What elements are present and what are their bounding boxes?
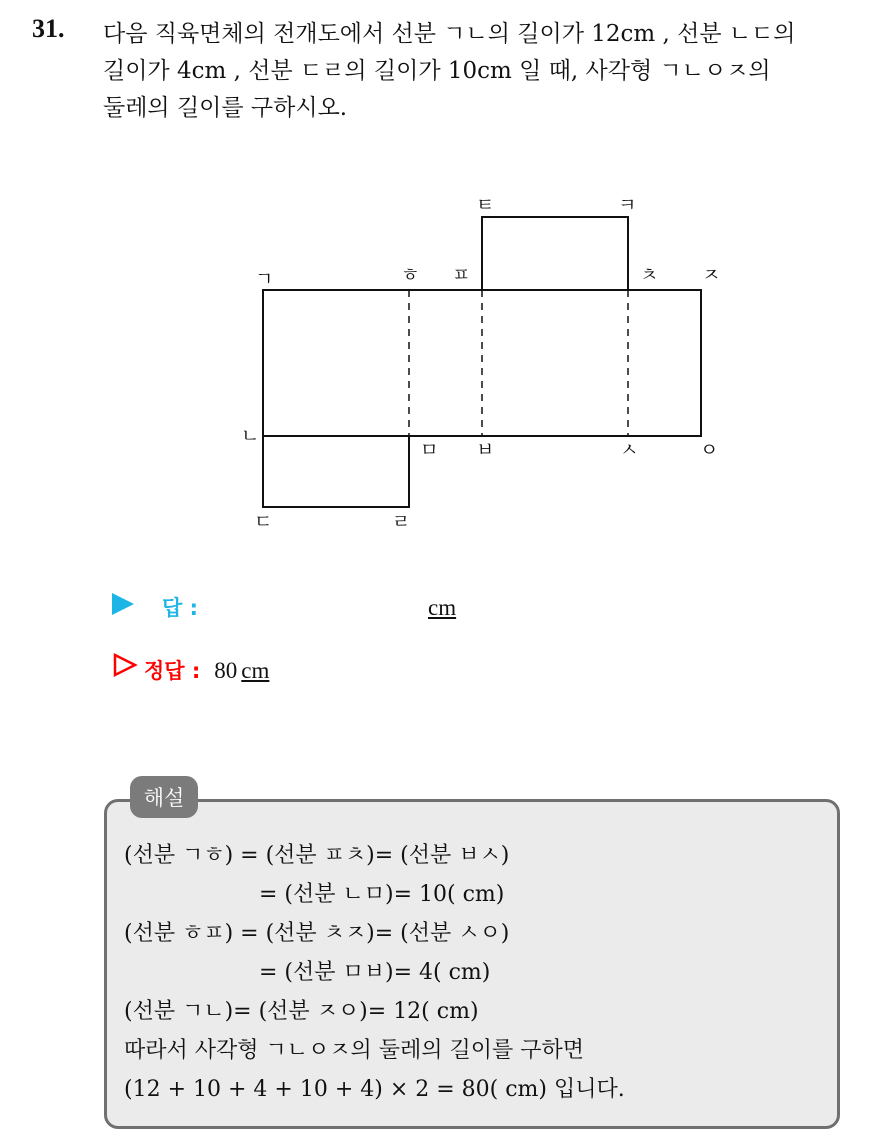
outline-arrow-icon <box>112 652 138 678</box>
label-rieul: ㄹ <box>392 511 411 533</box>
play-arrow-icon <box>112 593 134 615</box>
label-chieut: ㅊ <box>640 264 659 286</box>
label-jieut: ㅈ <box>702 264 721 286</box>
net-bottom-face <box>263 436 409 507</box>
label-ieung: ㅇ <box>700 439 719 461</box>
solution-tag: 해설 <box>130 776 198 818</box>
label-mieum: ㅁ <box>420 439 439 461</box>
label-bieup: ㅂ <box>476 439 495 461</box>
answer-label: 답 : <box>162 596 198 620</box>
solution-text <box>124 836 625 1109</box>
solution-line: (선분 ㄱㄴ)= (선분 ㅈㅇ)= 12( cm) <box>124 999 479 1024</box>
label-kieuk: ㅋ <box>618 194 637 216</box>
question-line: 길이가 4cm , 선분 ㄷㄹ의 길이가 10cm 일 때, 사각형 ㄱㄴㅇㅈ의 <box>103 58 771 84</box>
solution-line: = (선분 ㄴㅁ)= 10( cm) <box>259 882 505 907</box>
answer-row <box>112 592 456 622</box>
question-number: 31. <box>32 14 65 43</box>
solution-line: (선분 ㅎㅍ) = (선분 ㅊㅈ)= (선분 ㅅㅇ) <box>124 921 510 946</box>
solution-line: 따라서 사각형 ㄱㄴㅇㅈ의 둘레의 길이를 구하면 <box>124 1038 585 1063</box>
label-siot: ㅅ <box>620 439 639 461</box>
label-giyeok: ㄱ <box>255 268 274 290</box>
question-line: 둘레의 길이를 구하시오. <box>103 95 348 121</box>
solution-line: (12 + 10 + 4 + 10 + 4) × 2 = 80( cm) 입니다. <box>124 1077 625 1102</box>
net-top-face <box>482 217 628 290</box>
net-main-rect <box>263 290 701 436</box>
solution-line: = (선분 ㅁㅂ)= 4( cm) <box>259 960 491 985</box>
answer-unit: cm <box>428 595 457 620</box>
solution-line: (선분 ㄱㅎ) = (선분 ㅍㅊ)= (선분 ㅂㅅ) <box>124 843 510 868</box>
correct-answer-value: 80 <box>214 658 238 683</box>
label-tieut: ㅌ <box>476 194 495 216</box>
label-hieut: ㅎ <box>401 264 420 286</box>
question-line: 다음 직육면체의 전개도에서 선분 ㄱㄴ의 길이가 12cm , 선분 ㄴㄷ의 <box>103 21 796 47</box>
label-nieun: ㄴ <box>241 425 260 447</box>
correct-answer-row <box>112 652 269 685</box>
cuboid-net-diagram <box>0 0 884 560</box>
correct-answer-label: 정답 : <box>144 659 201 683</box>
label-pieup: ㅍ <box>452 264 471 286</box>
label-digeut: ㄷ <box>254 511 273 533</box>
correct-answer-unit: cm <box>241 658 270 683</box>
